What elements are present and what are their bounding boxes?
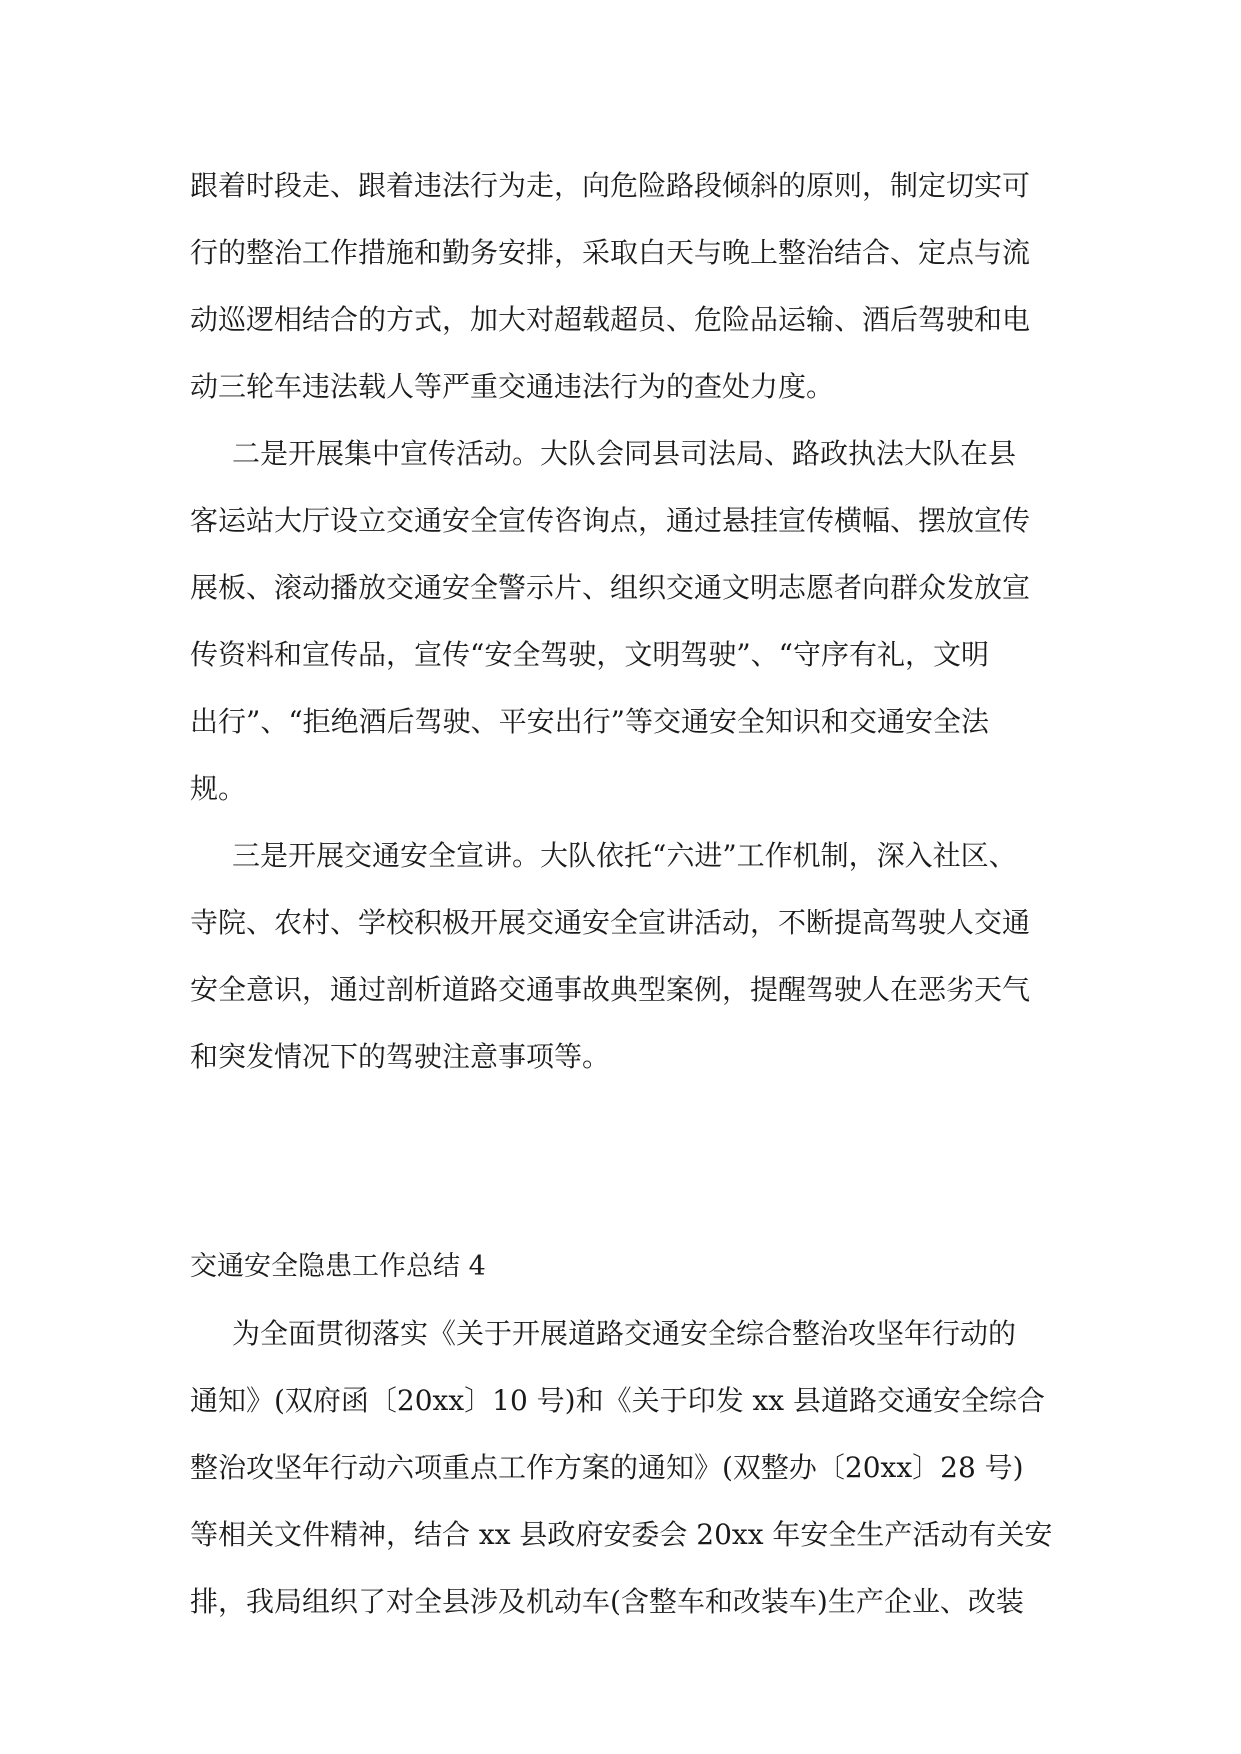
- text-line: 安全意识，通过剖析道路交通事故典型案例，提醒驾驶人在恶劣天气: [190, 973, 1031, 1006]
- text-line: 行的整治工作措施和勤务安排，采取白天与晚上整治结合、定点与流: [190, 236, 1031, 269]
- text-line: 规。: [190, 772, 247, 805]
- text-line: 整治攻坚年行动六项重点工作方案的通知》(双整办〔20xx〕28 号): [190, 1451, 1024, 1484]
- text-line: 客运站大厅设立交通安全宣传咨询点，通过悬挂宣传横幅、摆放宣传: [190, 504, 1031, 537]
- text-line: 为全面贯彻落实《关于开展道路交通安全综合整治攻坚年行动的: [232, 1317, 1017, 1350]
- section-heading: 交通安全隐患工作总结 4: [190, 1251, 486, 1282]
- text-line: 排，我局组织了对全县涉及机动车(含整车和改装车)生产企业、改装: [190, 1585, 1024, 1618]
- paragraph-safety-lectures: [190, 822, 1060, 1090]
- text-line: 出行”、“拒绝酒后驾驶、平安出行”等交通安全知识和交通安全法: [190, 705, 989, 738]
- text-line: 动三轮车违法载人等严重交通违法行为的查处力度。: [190, 370, 835, 403]
- text-line: 寺院、农村、学校积极开展交通安全宣讲活动，不断提高驾驶人交通: [190, 906, 1031, 939]
- paragraph-publicity-activity: [190, 420, 1060, 822]
- text-line: 通知》(双府函〔20xx〕10 号)和《关于印发 xx 县道路交通安全综合: [190, 1384, 1045, 1417]
- text-line: 三是开展交通安全宣讲。大队依托“六进”工作机制，深入社区、: [232, 839, 1017, 872]
- text-line: 和突发情况下的驾驶注意事项等。: [190, 1040, 611, 1073]
- text-line: 展板、滚动播放交通安全警示片、组织交通文明志愿者向群众发放宣: [190, 571, 1031, 604]
- paragraph-summary-intro: [190, 1300, 1060, 1635]
- text-line: 等相关文件精神，结合 xx 县政府安委会 20xx 年安全生产活动有关安: [190, 1518, 1053, 1551]
- text-line: 二是开展集中宣传活动。大队会同县司法局、路政执法大队在县: [232, 437, 1017, 470]
- text-line: 跟着时段走、跟着违法行为走，向危险路段倾斜的原则，制定切实可: [190, 169, 1031, 202]
- section-gap: [190, 1090, 1060, 1233]
- text-line: 传资料和宣传品，宣传“安全驾驶，文明驾驶”、“守序有礼，文明: [190, 638, 989, 671]
- text-line: 动巡逻相结合的方式，加大对超载超员、危险品运输、酒后驾驶和电: [190, 303, 1031, 336]
- document-body: [190, 152, 1060, 1635]
- paragraph-continued-measures: [190, 152, 1060, 420]
